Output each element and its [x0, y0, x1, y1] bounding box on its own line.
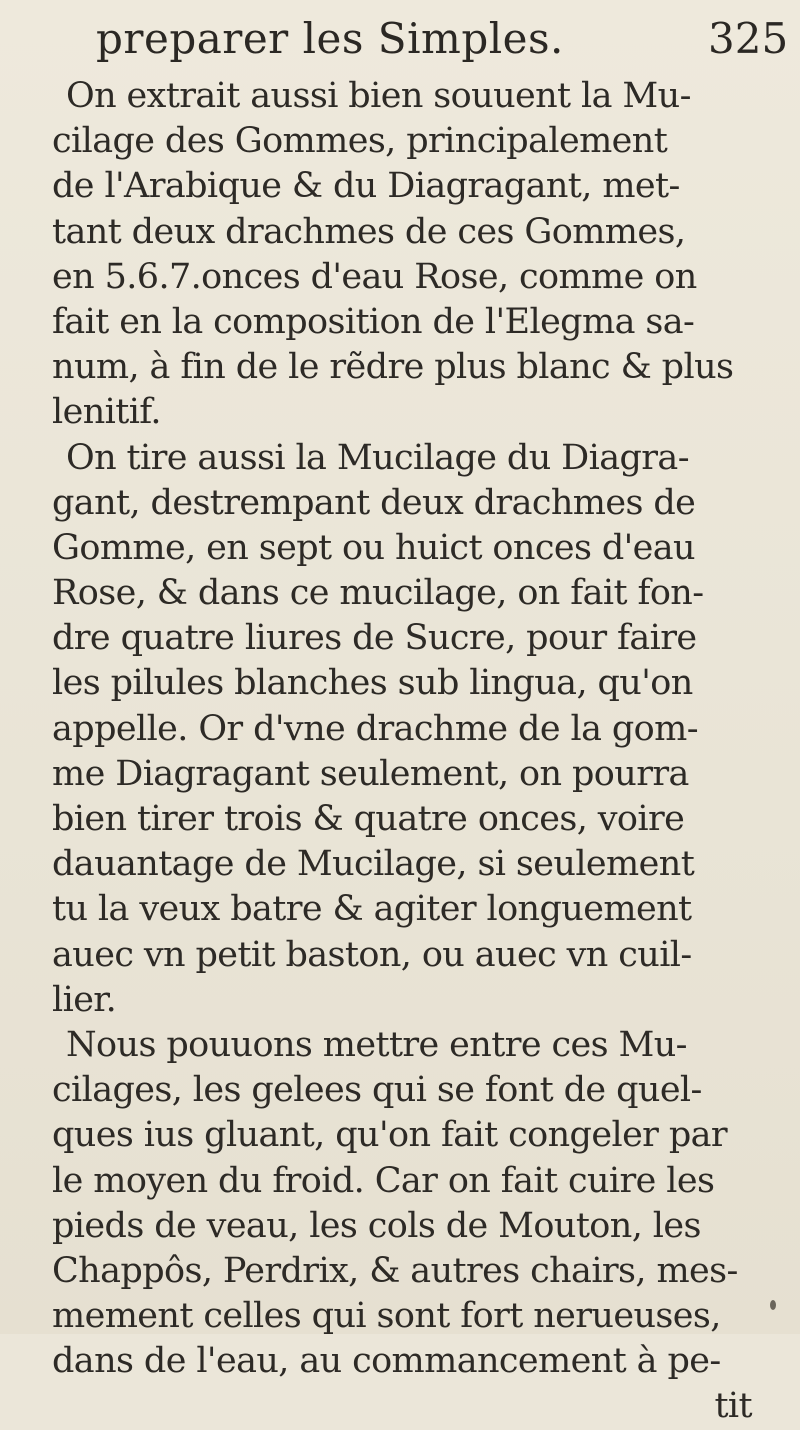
text-line: tant deux drachmes de ces Gommes, [52, 211, 686, 252]
ink-speck [770, 1300, 776, 1310]
text-line: les pilules blanches sub lingua, qu'on [52, 663, 693, 704]
catchword: tit [714, 1386, 752, 1427]
text-line: fait en la composition de l'Elegma sa- [52, 301, 695, 342]
text-line: ques ius gluant, qu'on fait congeler par [52, 1115, 728, 1156]
text-line: dauantage de Mucilage, si seulement [52, 844, 695, 885]
text-line: dre quatre liures de Sucre, pour faire [52, 618, 697, 659]
text-line: cilages, les gelees qui se font de quel- [52, 1070, 702, 1111]
text-line: pieds de veau, les cols de Mouton, les [52, 1205, 701, 1246]
text-line: Rose, & dans ce mucilage, on fait fon- [52, 573, 704, 614]
text-line: bien tirer trois & quatre onces, voire [52, 799, 685, 839]
text-line: cilage des Gommes, principalement [52, 121, 668, 162]
text-line: On extrait aussi bien souuent la Mu- [66, 76, 691, 116]
text-line: en 5.6.7.onces d'eau Rose, comme on [52, 256, 697, 297]
page-header [0, 8, 800, 70]
page-number: 325 [708, 14, 789, 63]
text-line: Nous pouuons mettre entre ces Mu- [66, 1024, 687, 1065]
body-text [52, 74, 800, 1430]
text-line: tu la veux batre & agiter longuement [52, 889, 692, 930]
text-line: appelle. Or d'vne drachme de la gom- [52, 708, 698, 749]
text-line: On tire aussi la Mucilage du Diagra- [66, 437, 689, 478]
text-line: Gomme, en sept ou huict onces d'eau [52, 527, 695, 568]
running-head: preparer les Simples. [96, 14, 564, 63]
text-line: le moyen du froid. Car on fait cuire les [52, 1160, 715, 1201]
text-line: me Diagragant seulement, on pourra [52, 753, 689, 794]
text-line: gant, destrempant deux drachmes de [52, 482, 696, 523]
text-line: de l'Arabique & du Diagragant, met- [52, 166, 680, 207]
text-line: mement celles qui sont fort nerueuses, [52, 1296, 721, 1337]
text-line: lenitif. [52, 392, 161, 433]
text-line: lier. [52, 979, 117, 1020]
text-line: dans de l'eau, au commancement à pe- [52, 1341, 721, 1382]
text-line: auec vn petit baston, ou auec vn cuil- [52, 934, 692, 975]
text-line: Chappôs, Perdrix, & autres chairs, mes- [52, 1250, 738, 1291]
text-line: num, à fin de le rẽdre plus blanc & plus [52, 347, 734, 388]
